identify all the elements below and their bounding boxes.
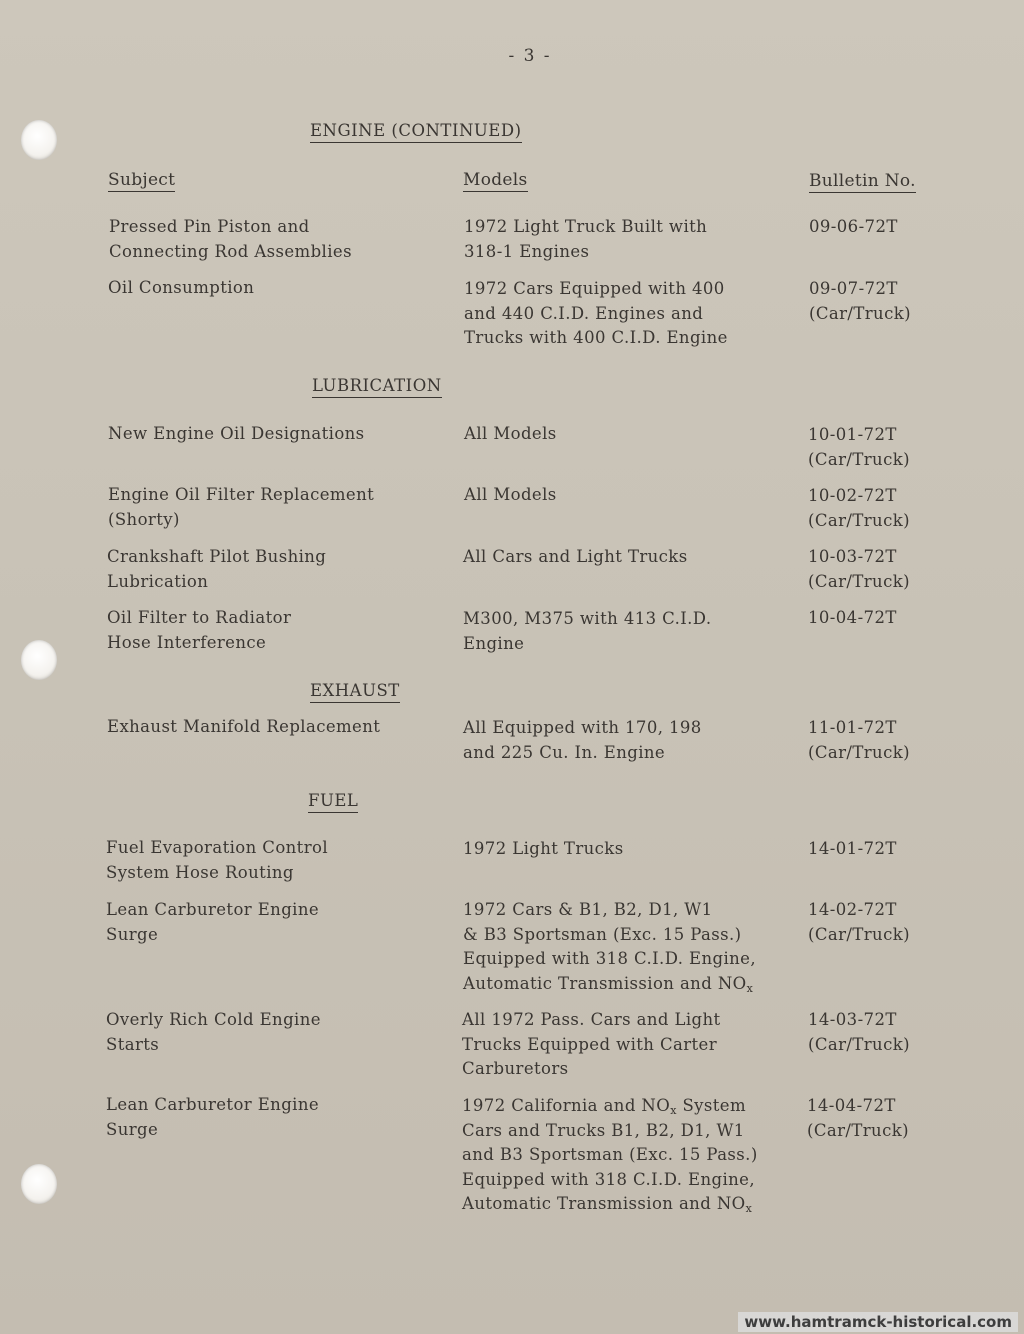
column-header-bulletin: Bulletin No. [809,171,916,191]
bulletin-cell: 10-01-72T (Car/Truck) [808,425,910,469]
subject-cell: Lean Carburetor Engine Surge [106,1095,320,1139]
subject-cell: Fuel Evaporation Control System Hose Routing [106,838,329,882]
section-title-lubrication: LUBRICATION [312,376,442,398]
bulletin-cell: 14-01-72T [808,839,897,858]
bulletin-cell: 14-02-72T (Car/Truck) [808,900,910,944]
models-cell: M300, M375 with 413 C.I.D. Engine [463,609,712,653]
subject-cell: Lean Carburetor Engine Surge [106,900,320,944]
binder-hole [21,120,57,160]
section-title-exhaust: EXHAUST [310,681,400,703]
models-cell: 1972 California and $NO_x$ System Cars and Trucks B1, B2, D1, W1 and B3 Sportsman (Exc. 15 Pass.) Equipped with 318 C.I.D. Engine, Automatic Transmission and $NO_x$ [462,1096,758,1215]
subject-cell: Exhaust Manifold Replacement [107,717,381,736]
column-header-models: Models [463,170,528,190]
bulletin-cell: 11-01-72T (Car/Truck) [808,718,910,762]
models-cell: 1972 Light Truck Built with 318-1 Engines [464,217,708,261]
subject-cell: Pressed Pin Piston and Connecting Rod Assemblies [109,217,352,261]
subject-cell: Crankshaft Pilot Bushing Lubrication [107,547,327,591]
bulletin-cell: 10-03-72T (Car/Truck) [808,547,910,591]
bulletin-cell: 09-07-72T (Car/Truck) [809,279,911,323]
models-cell: 1972 Light Trucks [463,839,624,858]
binder-hole [21,640,57,680]
bulletin-cell: 14-04-72T (Car/Truck) [807,1096,909,1140]
models-cell: 1972 Cars Equipped with 400 and 440 C.I.D. Engines and Trucks with 400 C.I.D. Engine [464,279,728,347]
bulletin-cell: 10-04-72T [808,608,897,627]
bulletin-cell: 09-06-72T [809,217,898,236]
bulletin-cell: 10-02-72T (Car/Truck) [808,486,910,530]
bulletin-cell: 14-03-72T (Car/Truck) [808,1010,910,1054]
models-cell: All Models [464,424,557,443]
subject-cell: Oil Filter to Radiator Hose Interference [107,608,292,652]
subject-cell: New Engine Oil Designations [108,424,365,443]
models-cell: All 1972 Pass. Cars and Light Trucks Equipped with Carter Carburetors [462,1010,721,1078]
binder-hole [21,1164,57,1204]
models-cell: All Equipped with 170, 198 and 225 Cu. In. Engine [463,718,702,762]
subject-cell: Engine Oil Filter Replacement (Shorty) [108,485,375,529]
subject-cell: Overly Rich Cold Engine Starts [106,1010,321,1054]
section-title-engine-continued: ENGINE (CONTINUED) [310,121,522,143]
column-header-subject: Subject [108,170,176,190]
models-cell: All Cars and Light Trucks [463,547,688,566]
website-watermark: www.hamtramck-historical.com [738,1312,1018,1332]
models-cell: 1972 Cars & B1, B2, D1, W1 & B3 Sportsman (Exc. 15 Pass.) Equipped with 318 C.I.D. Engine, Automatic Transmission and $NO_x$ [463,900,756,995]
subject-cell: Oil Consumption [108,278,255,297]
page-number: - 3 - [508,46,552,66]
section-title-fuel: FUEL [308,791,358,813]
models-cell: All Models [464,485,557,504]
